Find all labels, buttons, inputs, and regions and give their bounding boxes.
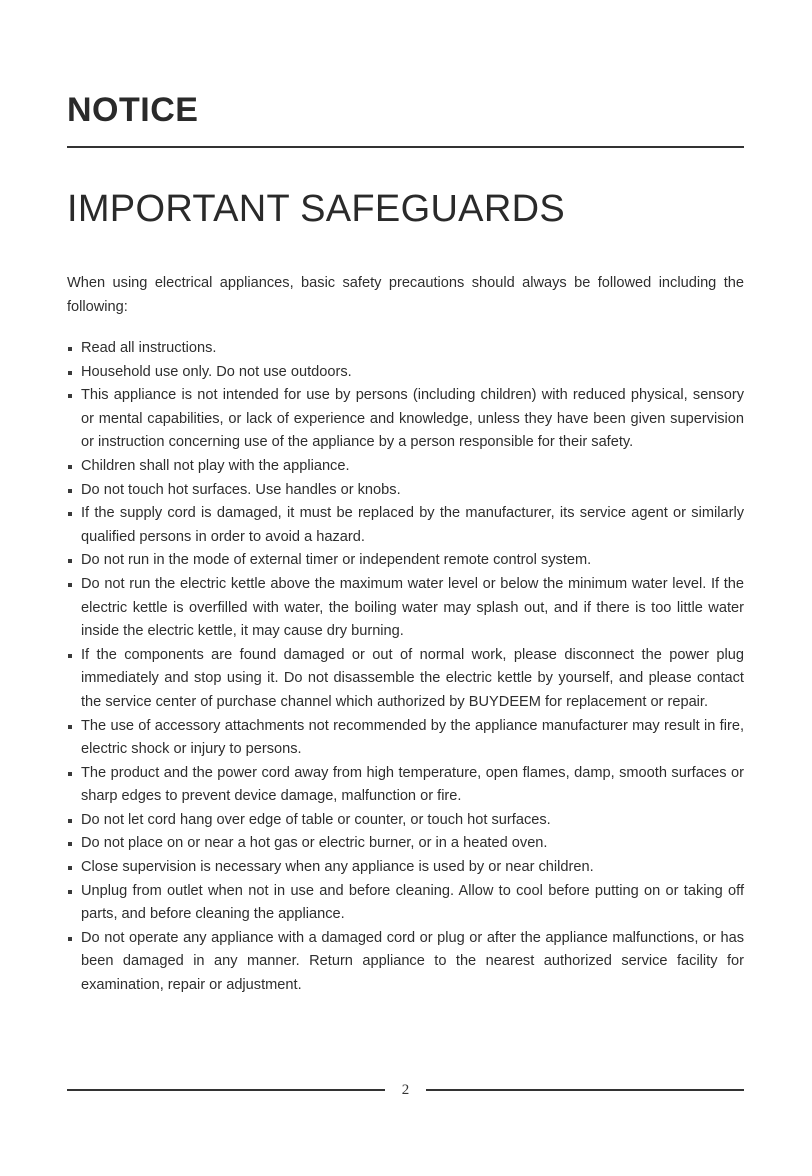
- list-item-text: If the supply cord is damaged, it must be replaced by the manufacturer, its service agent or similarly qualified persons in order to avoid a hazard.: [81, 505, 744, 545]
- bullet-icon: [68, 937, 72, 941]
- list-item: [67, 880, 744, 927]
- list-item: [67, 455, 744, 479]
- page-title: IMPORTANT SAFEGUARDS: [67, 188, 565, 230]
- intro-paragraph: When using electrical appliances, basic safety precautions should always be followed including the following:: [67, 275, 744, 315]
- bullet-icon: [68, 772, 72, 776]
- bullet-icon: [68, 512, 72, 516]
- bullet-icon: [68, 394, 72, 398]
- list-item: [67, 856, 744, 880]
- list-item-text: Close supervision is necessary when any appliance is used by or near children.: [81, 859, 594, 876]
- list-item: [67, 384, 744, 455]
- page-footer: [67, 1080, 744, 1100]
- bullet-icon: [68, 890, 72, 894]
- footer-divider-right: [426, 1089, 744, 1091]
- list-item: [67, 361, 744, 385]
- list-item: [67, 502, 744, 549]
- page-number: 2: [401, 1082, 410, 1098]
- list-item: [67, 337, 744, 361]
- list-item-text: This appliance is not intended for use by persons (including children) with reduced physical, sensory or mental capabilities, or lack of experience and knowledge, unless they have been given supervision or instruction concerning use of the appliance by a person responsible for their safety.: [81, 387, 744, 451]
- list-item: [67, 762, 744, 809]
- bullet-icon: [68, 465, 72, 469]
- notice-heading: NOTICE: [67, 91, 199, 129]
- manual-page: [67, 0, 744, 1176]
- list-item-text: Do not place on or near a hot gas or electric burner, or in a heated oven.: [81, 835, 548, 852]
- bullet-icon: [68, 725, 72, 729]
- list-item-text: Do not run the electric kettle above the maximum water level or below the minimum water level. If the electric kettle is overfilled with water, the boiling water may splash out, and if there is too little water inside the electric kettle, it may cause dry burning.: [81, 575, 744, 640]
- bullet-icon: [68, 559, 72, 563]
- list-item-text: Do not operate any appliance with a damaged cord or plug or after the appliance malfunctions, or has been damaged in any manner. Return appliance to the nearest authorized service facility for examination, repair or adjustment.: [81, 929, 744, 994]
- list-item: [67, 927, 744, 998]
- list-item-text: Unplug from outlet when not in use and before cleaning. Allow to cool before putting on or taking off parts, and before cleaning the appliance.: [81, 882, 744, 923]
- bullet-icon: [68, 583, 72, 587]
- list-item-text: Do not touch hot surfaces. Use handles or knobs.: [81, 481, 401, 498]
- list-item-text: Read all instructions.: [81, 340, 217, 356]
- bullet-icon: [68, 371, 72, 375]
- list-item: [67, 573, 744, 644]
- bullet-icon: [68, 489, 72, 493]
- safeguards-list: [67, 337, 744, 998]
- bullet-icon: [68, 819, 72, 823]
- bullet-icon: [68, 842, 72, 846]
- list-item: [67, 479, 744, 503]
- list-item: [67, 549, 744, 573]
- list-item: [67, 644, 744, 715]
- list-item-text: If the components are found damaged or out of normal work, please disconnect the power plug immediately and stop using it. Do not disassemble the electric kettle by yourself, and please contact the service center of purchase channel which authorized by BUYDEEM for replacement or repair.: [81, 646, 744, 710]
- bullet-icon: [68, 866, 72, 870]
- list-item-text: The use of accessory attachments not recommended by the appliance manufacturer may result in fire, electric shock or injury to persons.: [81, 717, 744, 758]
- bullet-icon: [68, 654, 72, 658]
- heading-divider: [67, 146, 744, 148]
- list-item-text: Do not run in the mode of external timer or independent remote control system.: [81, 552, 592, 569]
- list-item: [67, 832, 744, 856]
- list-item: [67, 715, 744, 762]
- list-item: [67, 809, 744, 833]
- footer-divider-left: [67, 1089, 385, 1091]
- bullet-icon: [68, 347, 72, 351]
- list-item-text: Do not let cord hang over edge of table or counter, or touch hot surfaces.: [81, 811, 551, 828]
- list-item-text: Children shall not play with the appliance.: [81, 457, 350, 474]
- list-item-text: The product and the power cord away from high temperature, open flames, damp, smooth surfaces or sharp edges to prevent device damage, malfunction or fire.: [81, 764, 744, 805]
- list-item-text: Household use only. Do not use outdoors.: [81, 363, 352, 380]
